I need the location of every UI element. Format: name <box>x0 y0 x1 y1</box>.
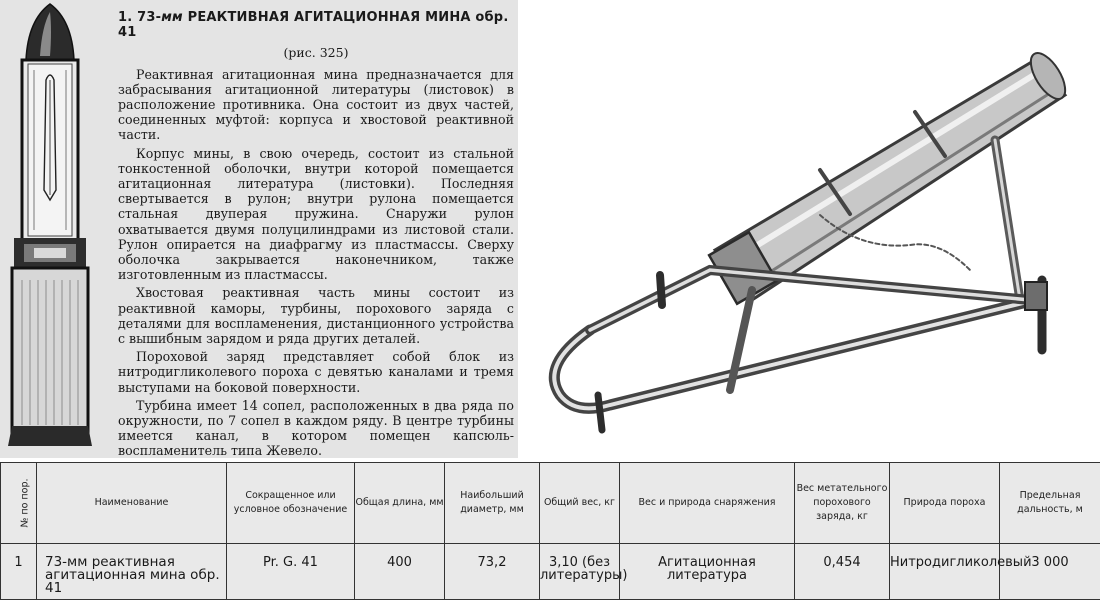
paragraph-1: Реактивная агитационная мина предназначается для забрасывания агитационной литературы (листовок) в расположение противника. Она состоит из двух частей, соединенных муфтой: корпуса и хвостовой реактивной части. <box>118 66 514 143</box>
figure-reference: (рис. 325) <box>283 45 349 61</box>
header-name: Наименование <box>37 463 227 544</box>
cell-diameter: 73,2 <box>445 544 540 600</box>
cell-num: 1 <box>1 544 37 600</box>
table-header-row <box>1 463 1100 544</box>
cell-range: 3 000 <box>1000 544 1100 600</box>
header-diameter: Наибольший диаметр, мм <box>445 463 540 544</box>
header-propellant-weight: Вес метательного порохового заряда, кг <box>795 463 890 544</box>
title-unit: мм <box>161 10 183 25</box>
header-num-label: № по пор. <box>19 478 31 528</box>
document-title <box>118 10 514 40</box>
paragraph-4: Пороховой заряд представляет собой блок из нитродигликолевого пороха с девятью каналами и тремя выступами на боковой поверхности. <box>118 349 514 395</box>
cell-abbr: Pr. G. 41 <box>227 544 355 600</box>
header-length: Общая длина, мм <box>355 463 445 544</box>
header-num <box>1 463 37 544</box>
cell-weight: 3,10 (без литературы) <box>540 544 620 600</box>
cell-filling: Агитационная литература <box>620 544 795 600</box>
launcher-drawing <box>520 0 1100 458</box>
paragraph-5: Турбина имеет 14 сопел, расположенных в два ряда по окружности, по 7 сопел в каждом ряду. В центре турбины имеется канал, в котором помещен капсюль-воспламенитель типа Жевело. <box>118 397 514 459</box>
table-row <box>1 544 1100 600</box>
cell-length: 400 <box>355 544 445 600</box>
title-prefix: 1. 73- <box>118 10 162 25</box>
mine-cross-section-figure <box>0 0 100 458</box>
mine-data-table <box>0 462 1100 600</box>
paragraph-2: Корпус мины, в свою очередь, состоит из стальной тонкостенной оболочки, внутри которой помещается агитационная литература (листовки). Последняя свертывается в рулон; внутри рулона помещается стальная двуперая пружина. Снаружи рулон охватывается двумя полуцилиндрами из листовой стали. Рулон опирается на диафрагму из пластмассы. Сверху оболочка закрывается наконечником, также изготовленным из пластмассы. <box>118 145 514 283</box>
launcher-photo <box>520 0 1100 458</box>
cell-powder: Нитродигликолевый <box>890 544 1000 600</box>
header-powder: Природа пороха <box>890 463 1000 544</box>
header-filling: Вес и природа снаряжения <box>620 463 795 544</box>
header-abbr: Сокращенное или условное обозначение <box>227 463 355 544</box>
mine-cross-section-drawing <box>0 0 100 458</box>
cell-name: 73-мм реактивная агитационная мина обр. 41 <box>37 544 227 600</box>
paragraph-3: Хвостовая реактивная часть мины состоит из реактивной каморы, турбины, порохового заряда с деталями для воспламенения, дистанционного устройства с вышибным зарядом и ряда других деталей. <box>118 285 514 347</box>
description-text <box>100 0 518 458</box>
header-weight: Общий вес, кг <box>540 463 620 544</box>
title-main: РЕАКТИВНАЯ АГИТАЦИОННАЯ МИНА обр. 41 <box>118 10 509 41</box>
cell-propellant-weight: 0,454 <box>795 544 890 600</box>
header-range: Предельная дальность, м <box>1000 463 1100 544</box>
